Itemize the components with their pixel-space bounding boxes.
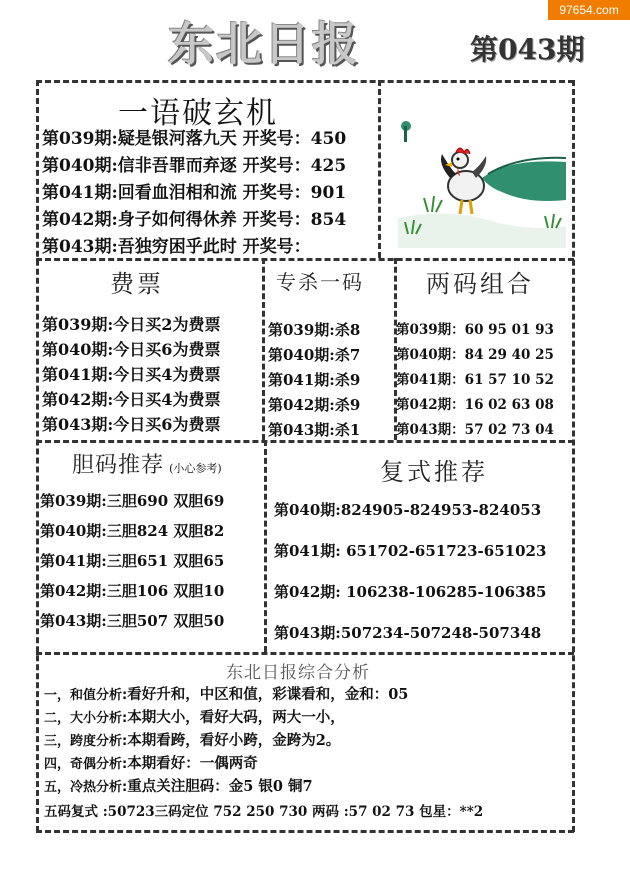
analysis-title: 东北日报综合分析 (226, 663, 370, 683)
list-item: 第041期:今日买4为费票 (42, 365, 221, 384)
list-item: 第042期:杀9 (268, 396, 361, 414)
list-item: 第042期: 106238-106285-106385 (274, 583, 547, 601)
frame-bottom (36, 830, 574, 833)
analysis-label: 四，奇偶分析: (44, 757, 128, 772)
list-item: 第040期：84 29 40 25 (396, 347, 554, 363)
list-item: 第041期：61 57 10 52 (396, 372, 554, 388)
list-item: 第041期: 651702-651723-651023 (274, 542, 547, 560)
analysis-text: 重点关注胆码：金5 银0 铜7 (127, 778, 313, 795)
list-item: 第042期:三胆106 双胆10 (40, 582, 225, 600)
divider-riddle-image (378, 80, 381, 258)
analysis-label: 一，和值分析: (44, 688, 128, 703)
two-code-list (396, 318, 554, 443)
multi-list (274, 490, 546, 654)
list-item: 第039期：60 95 01 93 (396, 322, 554, 338)
feipiao-list (42, 312, 220, 437)
analysis-text: 看好升和，中区和值，彩谍看和，金和：05 (127, 686, 409, 703)
riddle-title: 一语破玄机 (118, 96, 278, 131)
divider-feipiao-kill (262, 258, 265, 440)
analysis-label: 二，大小分析: (44, 711, 128, 726)
analysis-footer: 五码复式 :50723三码定位 752 250 730 两码 :57 02 73 包星：**2 (44, 804, 484, 820)
kill-code-title: 专杀一码 (276, 270, 364, 294)
dan-code-header (72, 448, 222, 479)
frame-left (36, 80, 39, 832)
analysis-label: 五，冷热分析: (44, 780, 128, 795)
kill-code-list (268, 318, 360, 443)
divider-dan-multi (264, 440, 267, 652)
list-item: 第043期:吾独穷困乎此时 开奖号： (42, 237, 311, 257)
list-item: 第041期:三胆651 双胆65 (40, 552, 225, 570)
list-item: 第040期:信非吾罪而弃逐 开奖号：425 (42, 156, 347, 176)
list-item: 第043期:杀1 (268, 421, 361, 439)
analysis-list (44, 684, 408, 799)
analysis-row (44, 684, 408, 707)
list-item: 第039期:疑是银河落九天 开奖号：450 (42, 129, 347, 149)
analysis-text: 本期看跨，看好小跨，金跨为2。 (127, 732, 341, 749)
dan-code-title: 胆码推荐 (72, 453, 165, 478)
issue-number: 第043期 (470, 33, 585, 66)
list-item: 第040期:杀7 (268, 346, 361, 364)
dan-code-list (40, 486, 224, 636)
list-item: 第043期:今日买6为费票 (42, 415, 221, 434)
dan-code-note: (小心参考) (169, 462, 222, 475)
analysis-label: 三，跨度分析: (44, 734, 128, 749)
analysis-text: 本期看好：一偶两奇 (127, 755, 258, 772)
list-item: 第042期:身子如何得休养 开奖号：854 (42, 210, 347, 230)
analysis-row (44, 776, 408, 799)
list-item: 第040期:今日买6为费票 (42, 340, 221, 359)
frame-right (572, 80, 575, 832)
list-item: 第042期:今日买4为费票 (42, 390, 221, 409)
analysis-row (44, 730, 408, 753)
analysis-row (44, 753, 408, 776)
frame-top (36, 80, 574, 83)
list-item: 第039期:三胆690 双胆69 (40, 492, 225, 510)
list-item: 第040期:824905-824953-824053 (274, 501, 542, 519)
list-item: 第041期:杀9 (268, 371, 361, 389)
two-code-title: 两码组合 (426, 270, 534, 298)
rooster-illustration (398, 108, 566, 248)
list-item: 第043期:507234-507248-507348 (274, 624, 542, 642)
list-item: 第040期:三胆824 双胆82 (40, 522, 225, 540)
list-item: 第043期:三胆507 双胆50 (40, 612, 225, 630)
list-item: 第041期:回看血泪相和流 开奖号：901 (42, 183, 347, 203)
multi-title: 复式推荐 (380, 458, 488, 486)
list-item: 第043期：57 02 73 04 (396, 422, 554, 438)
watermark: 97654.com (548, 0, 630, 20)
analysis-row (44, 707, 408, 730)
feipiao-title: 费票 (110, 270, 164, 298)
riddle-list (42, 126, 346, 261)
list-item: 第039期:杀8 (268, 321, 361, 339)
masthead-title: 东北日报 (168, 17, 360, 71)
list-item: 第042期：16 02 63 08 (396, 397, 554, 413)
list-item: 第039期:今日买2为费票 (42, 315, 221, 334)
analysis-text: 本期大小，看好大码，两大一小， (127, 709, 345, 726)
